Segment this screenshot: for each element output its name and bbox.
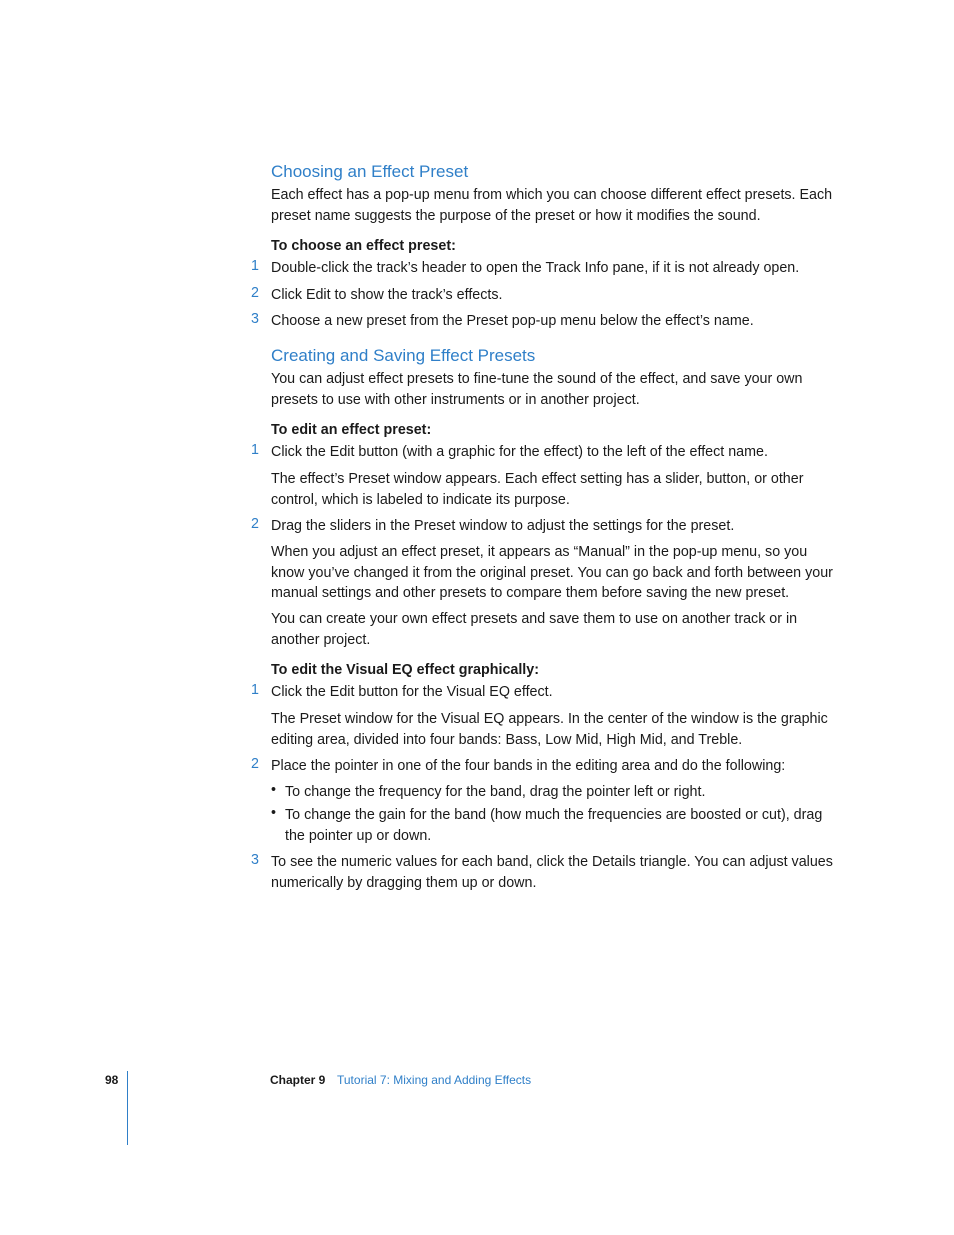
footer-chapter: Chapter 9 <box>270 1073 326 1087</box>
step-text: Click the Edit button (with a graphic for the effect) to the left of the effect name. <box>271 444 768 460</box>
bullet-marker: • <box>271 805 277 821</box>
section-intro: You can adjust effect presets to fine-tune the sound of the effect, and save your own presets to use with other instruments or in another project. <box>271 371 803 408</box>
step-note: The effect’s Preset window appears. Each effect setting has a slider, button, or other control, which is labeled to indicate its purpose. <box>271 471 804 508</box>
step-number: 2 <box>251 285 259 301</box>
footer-rule <box>127 1071 128 1145</box>
step-number: 2 <box>251 516 259 532</box>
footer-chapter-title[interactable]: Tutorial 7: Mixing and Adding Effects <box>337 1073 532 1087</box>
step-note: When you adjust an effect preset, it appears as “Manual” in the pop-up menu, so you know you’ve changed it from the original preset. You can go back and forth between your manual settings and other presets to compare them before saving the new preset. <box>271 544 833 601</box>
section-intro: Each effect has a pop-up menu from which you can choose different effect presets. Each preset name suggests the purpose of the preset or how it modifies the sound. <box>271 187 833 224</box>
step-number: 3 <box>251 311 259 327</box>
step-text: Click Edit to show the track’s effects. <box>271 287 503 303</box>
step-text: To see the numeric values for each band, click the Details triangle. You can adjust values numerically by dragging them up or down. <box>271 854 833 891</box>
bullet-text: To change the gain for the band (how much the frequencies are boosted or cut), drag the pointer up or down. <box>285 807 823 844</box>
step-text: Choose a new preset from the Preset pop-up menu below the effect’s name. <box>271 313 754 329</box>
step-text: Double-click the track’s header to open the Track Info pane, if it is not already open. <box>271 260 800 276</box>
page-number: 98 <box>105 1073 119 1087</box>
task-heading: To edit the Visual EQ effect graphically: <box>271 662 539 678</box>
bullet-marker: • <box>271 782 277 798</box>
section-heading-choosing-preset: Choosing an Effect Preset <box>271 162 469 181</box>
step-number: 2 <box>251 756 259 772</box>
step-note: The Preset window for the Visual EQ appears. In the center of the window is the graphic editing area, divided into four bands: Bass, Low Mid, High Mid, and Treble. <box>271 711 828 748</box>
task-heading: To edit an effect preset: <box>271 422 432 438</box>
step-text: Click the Edit button for the Visual EQ effect. <box>271 684 553 700</box>
step-note: You can create your own effect presets and save them to use on another track or in another project. <box>271 611 798 648</box>
step-text: Drag the sliders in the Preset window to adjust the settings for the preset. <box>271 518 735 534</box>
step-number: 1 <box>251 258 259 274</box>
section-heading-creating-presets: Creating and Saving Effect Presets <box>271 346 536 365</box>
step-number: 1 <box>251 682 259 698</box>
step-number: 3 <box>251 852 259 868</box>
task-heading: To choose an effect preset: <box>271 238 456 254</box>
step-text: Place the pointer in one of the four bands in the editing area and do the following: <box>271 758 786 774</box>
step-number: 1 <box>251 442 259 458</box>
bullet-text: To change the frequency for the band, drag the pointer left or right. <box>285 784 706 800</box>
